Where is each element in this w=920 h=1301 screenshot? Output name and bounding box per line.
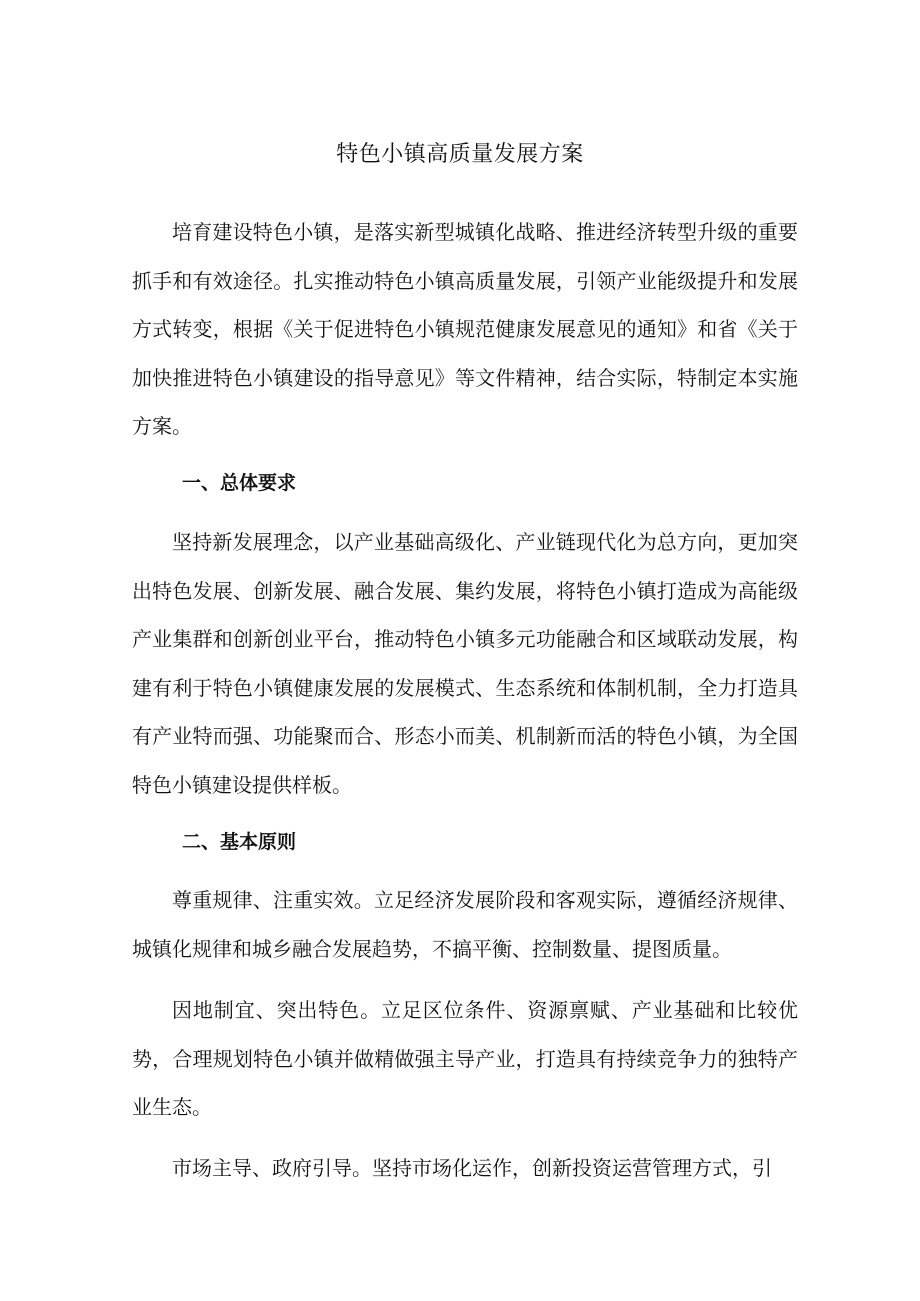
document-title: 特色小镇高质量发展方案 [336, 141, 584, 167]
overall-requirements-paragraph: 坚持新发展理念，以产业基础高级化、产业链现代化为总方向，更加突出特色发展、创新发展、融合发展、集约发展，将特色小镇打造成为高能级产业集群和创新创业平台，推动特色小镇多元功能融合和区域联动发展，构建有利于特色小镇健康发展的发展模式、生态系统和体制机制，全力打造具有产业特而强、功能聚而合、形态小而美、机制新而活的特色小镇，为全国特色小镇建设提供样板。 [132, 530, 798, 797]
section-heading-basic-principles: 二、基本原则 [182, 831, 297, 853]
intro-paragraph: 培育建设特色小镇，是落实新型城镇化战略、推进经济转型升级的重要抓手和有效途径。扎实推动特色小镇高质量发展，引领产业能级提升和发展方式转变，根据《关于促进特色小镇规范健康发展意见的通知》和省《关于加快推进特色小镇建设的指导意见》等文件精神，结合实际，特制定本实施方案。 [132, 220, 798, 438]
principle-paragraph-market-led: 市场主导、政府引导。坚持市场化运作，创新投资运营管理方式，引 [172, 1156, 772, 1180]
principle-paragraph-respect-laws: 尊重规律、注重实效。立足经济发展阶段和客观实际，遵循经济规律、城镇化规律和城乡融合发展趋势，不搞平衡、控制数量、提图质量。 [132, 888, 798, 961]
section-heading-overall-requirements: 一、总体要求 [182, 472, 297, 494]
principle-paragraph-local-conditions: 因地制宜、突出特色。立足区位条件、资源禀赋、产业基础和比较优势，合理规划特色小镇并做精做强主导产业，打造具有持续竞争力的独特产业生态。 [132, 998, 798, 1119]
